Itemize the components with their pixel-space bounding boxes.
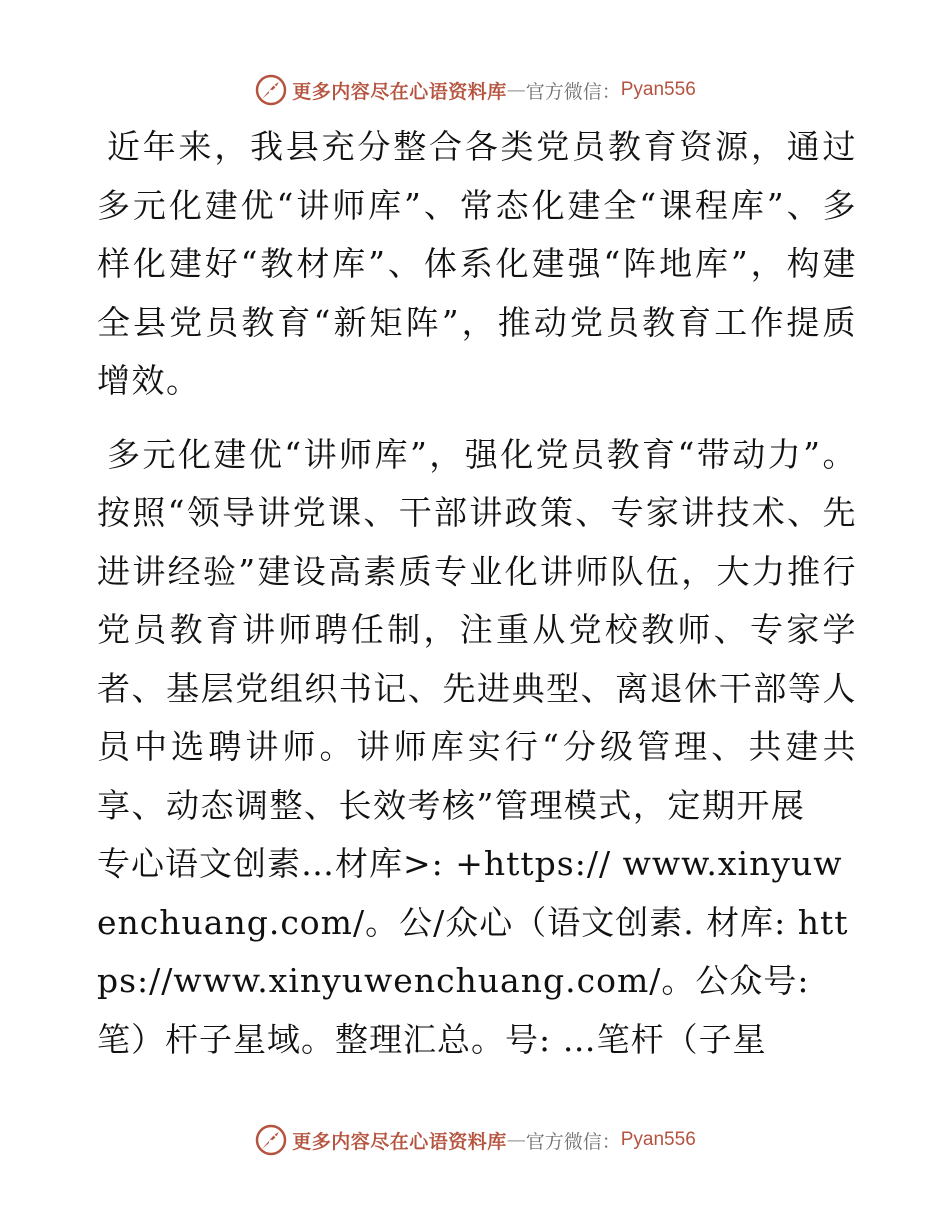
paragraph-source-notice: 专心语文创素…材库>: +https:// www.xinyuwenchuang.com/。公/众心（语文创素. 材库: https://www.xinyuwenchuang.com/。公众号: 笔）杆子星域。整理汇总。号: …笔杆（子星 <box>97 844 849 1059</box>
paragraph-lecturer-library: 多元化建优“讲师库”，强化党员教育“带动力”。按照“领导讲党课、干部讲政策、专家讲技术、先进讲经验”建设高素质专业化讲师队伍，大力推行党员教育讲师聘任制，注重从党校教师、专家学者、基层党组织书记、先进典型、离退休干部等人员中选聘讲师。讲师库实行“分级管理、共建共享、动态调整、长效考核”管理模式，定期开展 <box>97 434 857 825</box>
watermark-wechat-id: Pyan556 <box>620 1129 696 1150</box>
watermark-text: 更多内容尽在心语资料库 <box>292 1130 507 1153</box>
pen-nib-logo-icon <box>254 1123 288 1157</box>
watermark-separator: — <box>506 1129 526 1151</box>
watermark-separator: — <box>506 79 526 101</box>
document-body <box>97 118 857 1069</box>
pen-nib-logo-icon <box>254 73 288 107</box>
watermark-wechat-label: 官方微信： <box>525 1130 621 1153</box>
watermark-text: 更多内容尽在心语资料库 <box>292 80 507 103</box>
paragraph-intro: 近年来，我县充分整合各类党员教育资源，通过多元化建优“讲师库”、常态化建全“课程库”、多样化建好“教材库”、体系化建强“阵地库”，构建全县党员教育“新矩阵”，推动党员教育工作提质增效。 <box>97 127 857 400</box>
footer-watermark <box>0 1120 950 1160</box>
watermark-wechat-label: 官方微信： <box>525 80 621 103</box>
watermark-wechat-id: Pyan556 <box>620 79 696 100</box>
header-watermark <box>0 70 950 110</box>
